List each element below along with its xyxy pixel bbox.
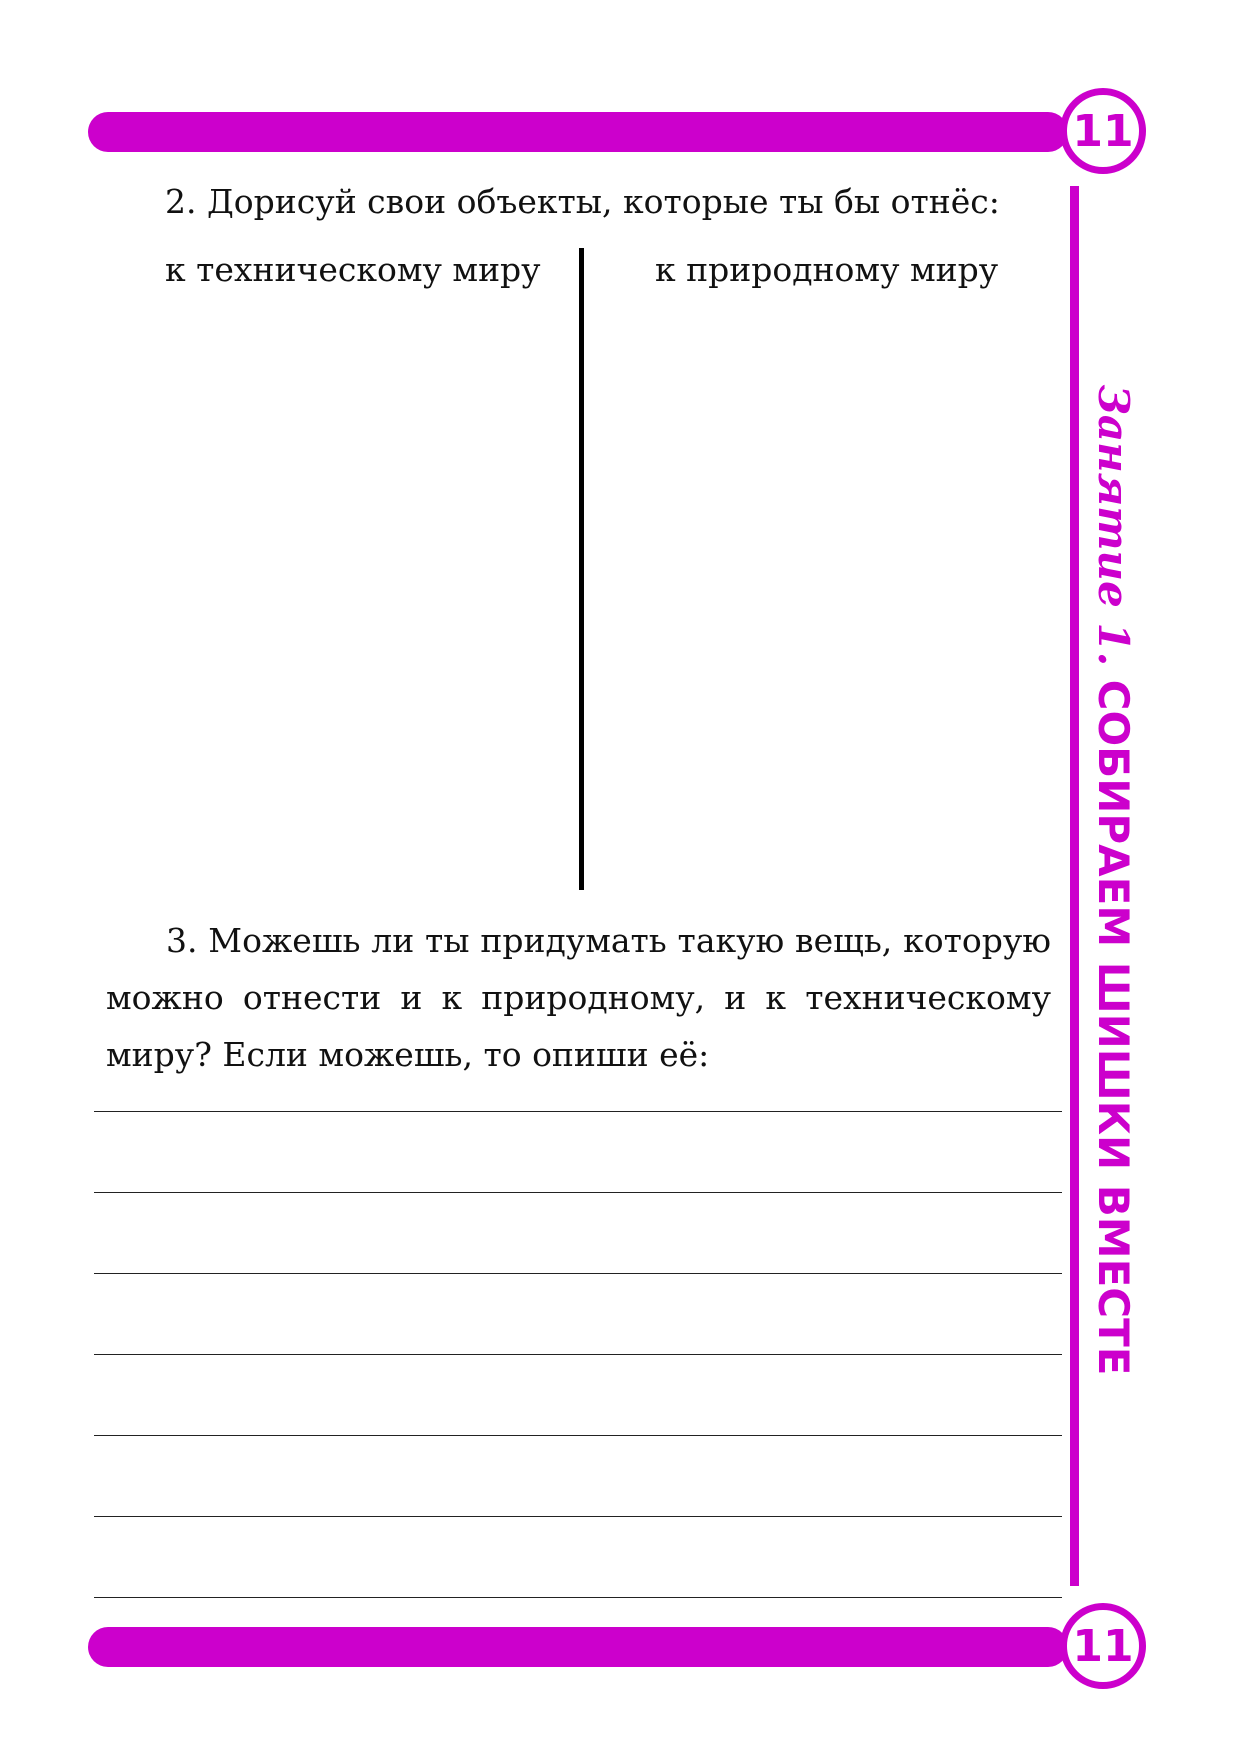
answer-line[interactable] [94,1111,1062,1112]
column-divider [579,248,584,890]
header-bar [88,112,1068,152]
footer-bar [88,1627,1068,1667]
answer-line[interactable] [94,1273,1062,1274]
column-label-natural: к природному миру [655,250,999,289]
task-3-text: 3. Можешь ли ты придумать такую вещь, которую можно отнести и к природному, и к техническому миру? Если можешь, то опиши её: [106,921,1051,1074]
lesson-topic: СОБИРАЕМ ШИШКИ ВМЕСТЕ [1089,679,1138,1376]
answer-line[interactable] [94,1354,1062,1355]
lesson-number: Занятие 1. [1089,384,1138,667]
answer-line[interactable] [94,1435,1062,1436]
page-number-badge: 11 [1060,1603,1146,1689]
column-label-technical: к техническому миру [165,250,541,289]
answer-line[interactable] [94,1597,1062,1598]
task-2-prompt: 2. Дорисуй свои объекты, которые ты бы отнёс: [165,182,1000,221]
answer-line[interactable] [94,1192,1062,1193]
lesson-title [1089,384,1138,1376]
side-rule [1070,186,1079,1586]
answer-line[interactable] [94,1516,1062,1517]
task-3-prompt [106,912,1051,1083]
page-number-badge: 11 [1060,88,1146,174]
